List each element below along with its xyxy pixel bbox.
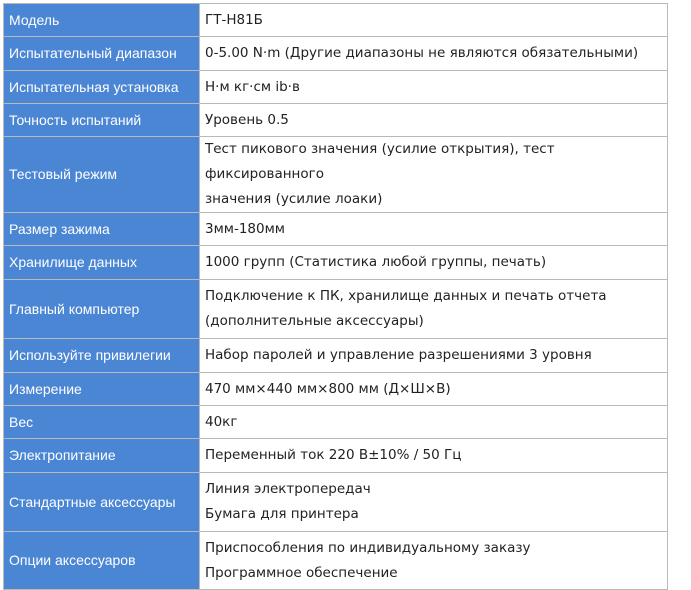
spec-value-line: (дополнительные аксессуары) [205, 313, 424, 329]
spec-value [200, 4, 668, 37]
table-row [4, 439, 668, 473]
spec-label: Вес [4, 406, 200, 439]
table-row [4, 406, 668, 439]
spec-value-line: Уровень 0.5 [205, 111, 289, 128]
spec-label: Измерение [4, 373, 200, 406]
spec-value [200, 439, 668, 473]
spec-value [200, 406, 668, 439]
spec-label: Главный компьютер [4, 280, 200, 339]
spec-value-line: Приспособления по индивидуальному заказу [205, 539, 531, 556]
spec-label: Используйте привилегии [4, 339, 200, 373]
spec-value-line: 470 мм×440 мм×800 мм (Д×Ш×В) [205, 380, 451, 397]
spec-label: Электропитание [4, 439, 200, 473]
table-row [4, 4, 668, 37]
table-row [4, 137, 668, 213]
table-row [4, 37, 668, 71]
spec-label: Хранилище данных [4, 246, 200, 280]
spec-label: Размер зажима [4, 213, 200, 246]
spec-label: Испытательная установка [4, 71, 200, 104]
spec-value-line: Н·м кг·см ib·в [205, 78, 300, 95]
spec-value-line: Переменный ток 220 В±10% / 50 Гц [205, 447, 462, 463]
spec-value [200, 339, 668, 373]
spec-value [200, 71, 668, 104]
spec-value [200, 37, 668, 71]
table-row [4, 280, 668, 339]
spec-value [200, 280, 668, 339]
spec-value-line: значения (усилие лоаки) [205, 191, 383, 207]
spec-label: Стандартные аксессуары [4, 473, 200, 532]
spec-value-line: 0-5.00 N·m (Другие диапазоны не являются обязательными) [205, 45, 639, 61]
spec-value [200, 104, 668, 137]
table-row [4, 339, 668, 373]
spec-label: Опции аксессуаров [4, 532, 200, 590]
spec-value-line: 40кг [205, 413, 238, 430]
spec-value [200, 213, 668, 246]
spec-value [200, 473, 668, 532]
table-row [4, 71, 668, 104]
spec-value-line: Набор паролей и управление разрешениями 3 уровня [205, 347, 592, 363]
table-row [4, 473, 668, 532]
spec-value [200, 246, 668, 280]
table-row [4, 246, 668, 280]
spec-value [200, 137, 668, 213]
spec-label: Тестовый режим [4, 137, 200, 213]
spec-value-line: Подключение к ПК, хранилище данных и печать отчета [205, 288, 607, 304]
spec-value [200, 373, 668, 406]
table-row [4, 373, 668, 406]
spec-value-line: ГТ-Н81Б [205, 11, 263, 28]
spec-value-line: 3мм-180мм [205, 220, 285, 237]
spec-table-body [4, 4, 668, 590]
spec-value-line: Линия электропередач [205, 481, 371, 497]
table-row [4, 213, 668, 246]
spec-table [3, 3, 668, 590]
spec-value-line: 1000 групп (Статистика любой группы, печать) [205, 254, 547, 270]
spec-value-line: Программное обеспечение [205, 564, 398, 581]
spec-label: Испытательный диапазон [4, 37, 200, 71]
spec-label: Модель [4, 4, 200, 37]
table-row [4, 104, 668, 137]
spec-label: Точность испытаний [4, 104, 200, 137]
spec-value-line: Бумага для принтера [205, 506, 359, 522]
spec-value-line: Тест пикового значения (усилие открытия), тест фиксированного [205, 141, 555, 182]
